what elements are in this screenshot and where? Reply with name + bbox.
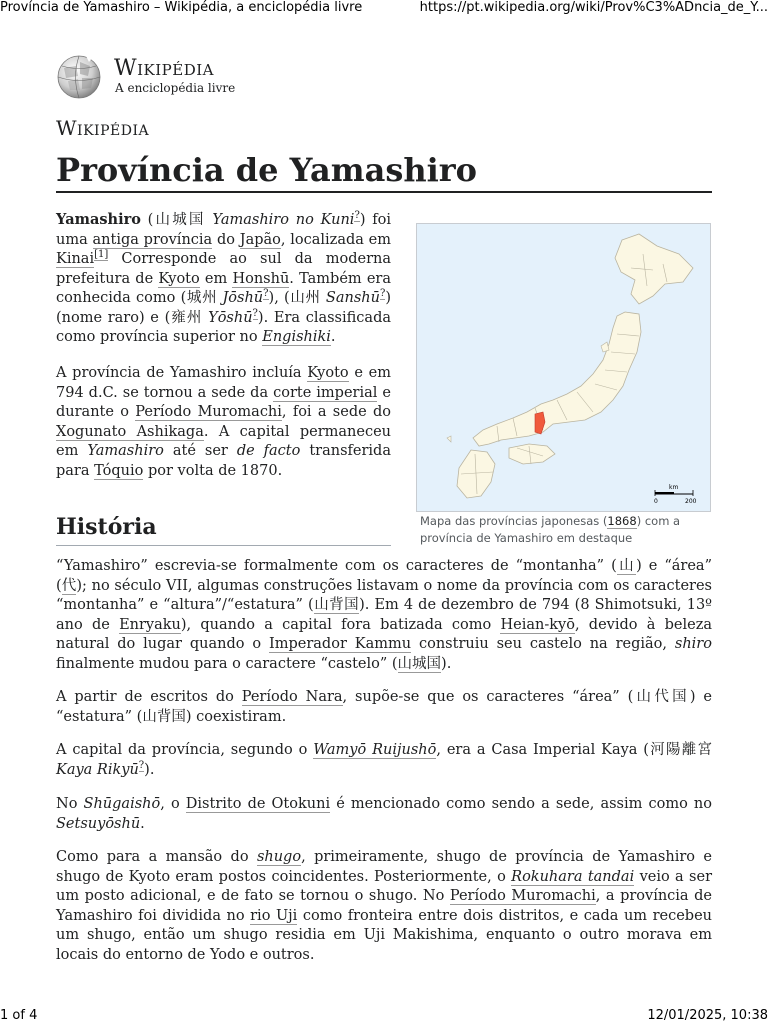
help-link[interactable]: ? [252,307,258,319]
link-imperador-kammu[interactable]: Imperador Kammu [269,636,412,652]
map-figure[interactable] [416,223,711,512]
paragraph-kyoto: A província de Yamashiro incluía Kyoto e em 794 d.C. se tornou a sede da corte imperial e durante o Período Muromachi, foi a sede do Xogunato Ashikaga. A capital permaneceu em Yamashiro até ser de facto transferida para Tóquio por volta de 1870. [56,365,391,479]
link-kanji-montanha[interactable]: 山 [616,558,637,574]
link-kyoto[interactable]: Kyoto [307,365,349,381]
history-paragraph-1: “Yamashiro” escrevia-se formalmente com os caracteres de “montanha” (山) e “área” (代); no século VII, algumas construções listavam o nome da província com os caracteres “montanha” e “altura”/“estatura” (山背国). Em 4 de dezembro de 794 (8 Shimotsuki, 13º ano de Enryaku), quando a capital fora batizada como Heian-kyō, devido à beleza natural do lugar quando o Imperador Kammu construiu seu castelo na região, shiro finalmente mudou para o caractere “castelo” (山城国). [56,558,713,672]
scale-zero: 0 [654,498,658,505]
link-kanji-area[interactable]: 代 [61,577,77,594]
history-paragraph-3: A capital da província, segundo o Wamyō Ruijushō, era a Casa Imperial Kaya (河陽離宮 Kaya Rikyū?). [56,742,712,778]
wordmark-secondary: Wikipédia [56,116,150,140]
page-title-header: Província de Yamashiro – Wikipédia, a enciclopédia livre [0,0,363,15]
link-rokuhara-tandai[interactable]: Rokuhara tandai [511,868,635,885]
scale-unit: km [669,484,679,491]
logo-wordmark: Wikipédia [114,56,214,81]
print-timestamp: 12/01/2025, 10:38 [647,1008,768,1023]
history-paragraph-5: Como para a mansão do shugo, primeiramente, shugo de província de Yamashiro e shugo de Kyoto eram postos coincidentes. Posteriormente, o Rokuhara tandai veio a ser um posto adicional, e de fato se tornou o shugo. No Período Muromachi, a província de Yamashiro foi dividida no rio Uji como fronteira entre dois distritos, e cada um recebeu um shugo, então um shugo residia em Uji Makishima, enquanto o outro morava em locais do entorno de Yodo e outros. [56,849,712,963]
puzzle-globe-icon [56,54,102,100]
link-kyoto[interactable]: Kyoto [158,270,200,287]
link-shugo[interactable]: shugo [256,849,302,865]
link-corte-imperial[interactable]: corte imperial [273,384,378,401]
link-rio-uji[interactable]: rio Uji [250,907,298,924]
section-heading-historia: História [56,514,157,540]
logo-tagline: A enciclopédia livre [115,81,236,95]
link-periodo-nara[interactable]: Período Nara [241,689,343,705]
link-kanji-yamashiro[interactable]: 山城国 [397,655,442,672]
link-periodo-muromachi[interactable]: Período Muromachi [135,404,282,420]
help-link[interactable]: ? [263,288,269,300]
kanji-text: 山城国 [153,212,206,228]
page-counter: 1 of 4 [0,1008,38,1023]
link-kanji-yamashiro-old[interactable]: 山背国 [313,597,360,613]
link-japao[interactable]: Japão [239,231,281,248]
history-paragraph-4: No Shūgaishō, o Distrito de Otokuni é mencionado como sendo a sede, assim como no Setsuyōshū. [56,796,712,832]
scale-200: 200 [685,498,697,505]
link-xogunato-ashikaga[interactable]: Xogunato Ashikaga [56,423,204,440]
japan-provinces-map [417,224,710,511]
romaji-text: Yamashiro no Kuni [212,212,355,228]
link-toquio[interactable]: Tóquio [94,462,144,479]
title-divider [56,191,712,193]
history-paragraph-2: A partir de escritos do Período Nara, supõe-se que os caracteres “área” (山代国) e “estatura” (山背国) coexistiram. [56,689,712,725]
link-wamyo-ruijusho[interactable]: Wamyō Ruijushō [313,742,437,758]
link-antiga-provincia[interactable]: antiga província [92,231,213,248]
article-title: Província de Yamashiro [56,151,477,189]
link-periodo-muromachi[interactable]: Período Muromachi [449,888,596,904]
link-distrito-otokuni[interactable]: Distrito de Otokuni [185,796,331,812]
link-engishiki[interactable]: Engishiki [262,329,331,345]
help-link[interactable]: ? [138,759,145,771]
page-url-header: https://pt.wikipedia.org/wiki/Prov%C3%ADncia_de_Y... [419,0,768,15]
section-divider [56,545,391,546]
help-link[interactable]: ? [379,288,386,300]
link-kinai[interactable]: Kinai [56,251,95,267]
print-header [0,0,768,18]
link-heian-kyo[interactable]: Heian-kyō [500,616,575,633]
link-1868[interactable]: 1868 [607,514,637,528]
intro-paragraph: Yamashiro (山城国 Yamashiro no Kuni?) foi uma antiga província do Japão, localizada em Kinai[1] Corresponde ao sul da moderna prefeitura de Kyoto em Honshū. Também era conhecida como (城州 Jōshū?), (山州 Sanshū?) (nome raro) e (雍州 Yōshū?). Era classificada como província superior no Engishiki. [56,210,392,345]
link-honshu[interactable]: Honshū [232,270,290,287]
link-enryaku[interactable]: Enryaku [119,616,181,633]
wikipedia-logo[interactable] [56,54,276,102]
reference-link[interactable]: [1] [94,249,109,261]
help-link[interactable]: ? [354,210,360,222]
term-name: Yamashiro [56,211,141,228]
map-caption: Mapa das províncias japonesas (1868) com a província de Yamashiro em destaque [420,514,681,545]
